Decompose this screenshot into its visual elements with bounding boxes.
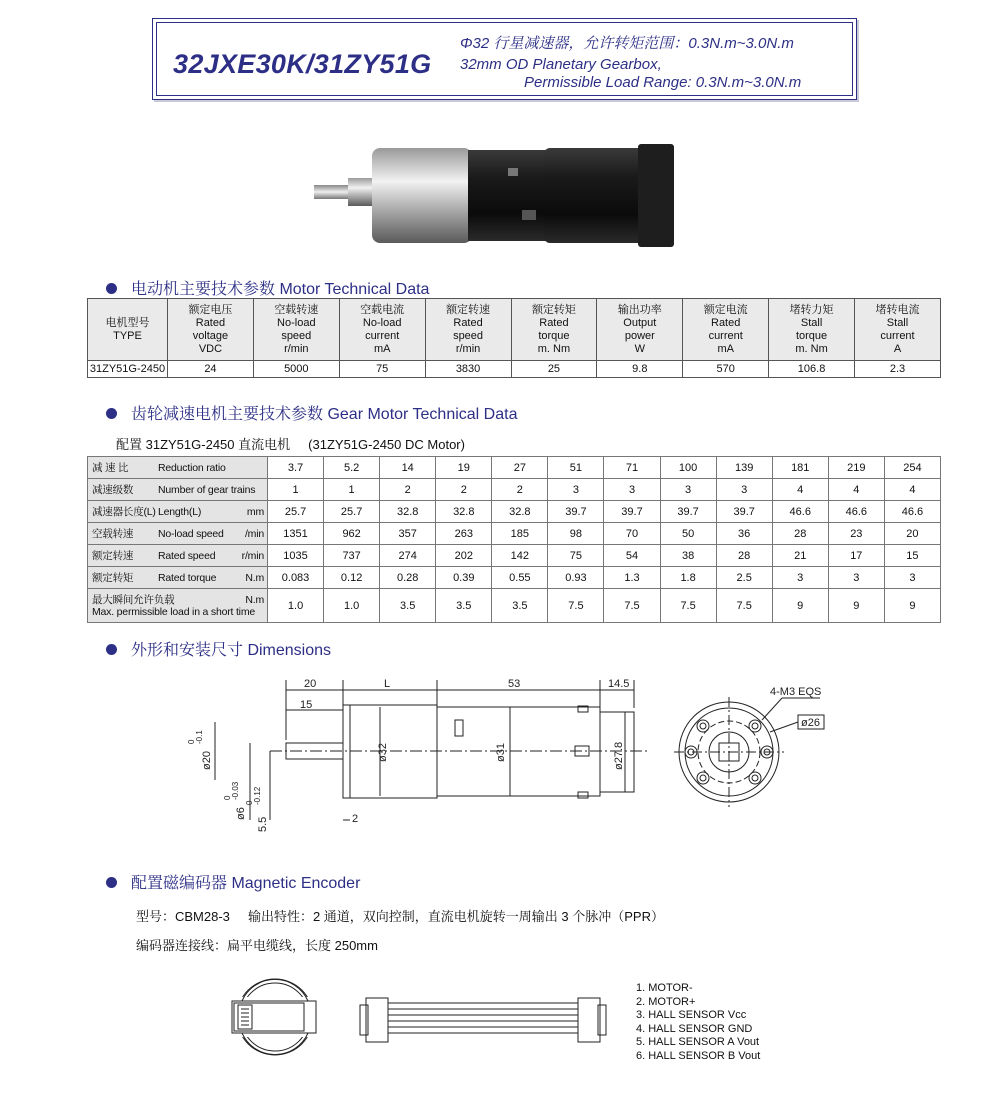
bullet-icon xyxy=(106,877,117,888)
cell: 2.3 xyxy=(855,361,941,378)
header-cell: 额定电压 Rated voltage VDC xyxy=(168,299,254,361)
cell: 19 xyxy=(436,457,492,479)
header-cell: 额定电流 Rated current mA xyxy=(683,299,769,361)
cell: 2 xyxy=(436,479,492,501)
row-label: 空载转速 No-load speed /min xyxy=(88,523,268,545)
cell: 28 xyxy=(716,545,772,567)
cell: 1 xyxy=(324,479,380,501)
cell: 254 xyxy=(884,457,940,479)
title-box-inner xyxy=(156,22,853,96)
list-item: 4. HALL SENSOR GND xyxy=(636,1022,753,1035)
table-row xyxy=(88,479,941,501)
header-cell: 堵转电流 Stall current A xyxy=(855,299,941,361)
cell: 0.93 xyxy=(548,567,604,589)
cell: 0.083 xyxy=(268,567,324,589)
svg-text:L: L xyxy=(384,678,391,690)
cell: 4 xyxy=(772,479,828,501)
cell: 3830 xyxy=(425,361,511,378)
cell: 46.6 xyxy=(884,501,940,523)
svg-text:5.5: 5.5 xyxy=(257,816,269,832)
cell: 139 xyxy=(716,457,772,479)
cell: 0.39 xyxy=(436,567,492,589)
cell: 3 xyxy=(604,479,660,501)
cell: 962 xyxy=(324,523,380,545)
cell: 3.7 xyxy=(268,457,324,479)
product-photo xyxy=(308,140,698,265)
cell: 1.3 xyxy=(604,567,660,589)
table-row xyxy=(88,589,941,623)
cell: 4 xyxy=(884,479,940,501)
cell: 17 xyxy=(828,545,884,567)
title-box xyxy=(152,18,857,100)
list-item: 6. HALL SENSOR B Vout xyxy=(636,1049,761,1062)
cell: 1 xyxy=(268,479,324,501)
cell: 54 xyxy=(604,545,660,567)
bullet-icon xyxy=(106,283,117,294)
cell: 1351 xyxy=(268,523,324,545)
cell: 2 xyxy=(380,479,436,501)
subtitle-en-2: Permissible Load Range: 0.3N.m~3.0N.m xyxy=(524,74,802,91)
cell: 7.5 xyxy=(660,589,716,623)
svg-text:0: 0 xyxy=(187,739,196,744)
svg-text:-0.03: -0.03 xyxy=(231,781,240,800)
row-label: 减速器长度(L) Length(L) mm xyxy=(88,501,268,523)
table-row xyxy=(88,361,941,378)
cell: 32.8 xyxy=(492,501,548,523)
cell: 0.28 xyxy=(380,567,436,589)
cell: 4 xyxy=(828,479,884,501)
motor-table-header xyxy=(88,299,941,361)
cell: 25 xyxy=(511,361,597,378)
cell: 100 xyxy=(660,457,716,479)
encoder-section-title: 配置磁编码器 Magnetic Encoder xyxy=(106,870,360,893)
svg-text:ø32: ø32 xyxy=(377,743,389,762)
cell: 32.8 xyxy=(436,501,492,523)
table-row xyxy=(88,545,941,567)
cell: 357 xyxy=(380,523,436,545)
list-item: 2. MOTOR+ xyxy=(636,995,696,1008)
list-item: 1. MOTOR- xyxy=(636,982,693,994)
cell: 3 xyxy=(548,479,604,501)
header-cell: 输出功率 Output power W xyxy=(597,299,683,361)
row-label: 额定转速 Rated speed r/min xyxy=(88,545,268,567)
table-row xyxy=(88,501,941,523)
cell: 1.0 xyxy=(324,589,380,623)
cell: 31ZY51G-2450 xyxy=(88,361,168,378)
cell: 7.5 xyxy=(548,589,604,623)
table-row xyxy=(88,457,941,479)
cell: 9.8 xyxy=(597,361,683,378)
motor-table xyxy=(87,298,941,378)
cell: 46.6 xyxy=(828,501,884,523)
cell: 3 xyxy=(716,479,772,501)
front-view xyxy=(674,697,824,807)
cell: 23 xyxy=(828,523,884,545)
svg-text:ø20: ø20 xyxy=(201,751,213,770)
header-cell: 空载电流 No-load current mA xyxy=(339,299,425,361)
svg-text:15: 15 xyxy=(300,699,313,711)
cell: 0.12 xyxy=(324,567,380,589)
row-label: 最大瞬间允许负载 N.m Max. permissible load in a short time xyxy=(88,589,268,623)
pin-list xyxy=(636,982,760,1064)
list-item: 5. HALL SENSOR A Vout xyxy=(636,1036,760,1049)
row-label: 减速级数 Number of gear trains xyxy=(88,479,268,501)
cell: 5.2 xyxy=(324,457,380,479)
motor-section-title: 电动机主要技术参数 Motor Technical Data xyxy=(106,276,429,299)
cell: 0.55 xyxy=(492,567,548,589)
cell: 219 xyxy=(828,457,884,479)
cell: 202 xyxy=(436,545,492,567)
cell: 3 xyxy=(828,567,884,589)
svg-text:20: 20 xyxy=(304,678,317,690)
cell: 185 xyxy=(492,523,548,545)
cell: 1.0 xyxy=(268,589,324,623)
row-label: 额定转矩 Rated torque N.m xyxy=(88,567,268,589)
cell: 39.7 xyxy=(604,501,660,523)
encoder-spec-line: 型号：CBM28-3 输出特性：2 通道，双向控制，直流电机旋转一周输出 3 个脉冲（PPR） xyxy=(136,909,664,924)
svg-text:53: 53 xyxy=(508,678,521,690)
cell: 39.7 xyxy=(716,501,772,523)
cell: 98 xyxy=(548,523,604,545)
row-label: 减 速 比 Reduction ratio xyxy=(88,457,268,479)
cell: 9 xyxy=(772,589,828,623)
svg-text:0: 0 xyxy=(245,800,254,805)
table-row xyxy=(88,523,941,545)
side-view xyxy=(215,680,650,820)
cell: 32.8 xyxy=(380,501,436,523)
dimension-labels xyxy=(187,678,629,832)
svg-text:14.5: 14.5 xyxy=(608,678,630,690)
cell: 24 xyxy=(168,361,254,378)
subtitle-cn: Φ32 行星减速器，允许转矩范围：0.3N.m~3.0N.m xyxy=(460,35,794,52)
cell: 142 xyxy=(492,545,548,567)
cell: 36 xyxy=(716,523,772,545)
cell: 2.5 xyxy=(716,567,772,589)
subtitle-en-1: 32mm OD Planetary Gearbox, xyxy=(460,56,662,73)
cell: 15 xyxy=(884,545,940,567)
svg-text:2: 2 xyxy=(352,813,359,825)
header-cell: 堵转力矩 Stall torque m. Nm xyxy=(769,299,855,361)
model-title: 32JXE30K/31ZY51G xyxy=(173,49,432,79)
cell: 51 xyxy=(548,457,604,479)
cell: 181 xyxy=(772,457,828,479)
cell: 50 xyxy=(660,523,716,545)
cell: 3.5 xyxy=(492,589,548,623)
svg-text:-0.12: -0.12 xyxy=(253,786,262,805)
cell: 7.5 xyxy=(604,589,660,623)
cell: 14 xyxy=(380,457,436,479)
svg-text:0: 0 xyxy=(223,795,232,800)
bullet-icon xyxy=(106,408,117,419)
cell: 106.8 xyxy=(769,361,855,378)
svg-text:ø6: ø6 xyxy=(235,807,247,820)
list-item: 3. HALL SENSOR Vcc xyxy=(636,1009,747,1022)
encoder-drawing xyxy=(230,975,630,1060)
cell: 28 xyxy=(772,523,828,545)
svg-text:ø27.8: ø27.8 xyxy=(613,741,625,770)
cell: 39.7 xyxy=(548,501,604,523)
gear-table xyxy=(87,456,941,623)
dimensions-section-title: 外形和安装尺寸 Dimensions xyxy=(106,637,331,660)
cell: 1.8 xyxy=(660,567,716,589)
cell: 3.5 xyxy=(436,589,492,623)
header-cell: 空载转速 No-load speed r/min xyxy=(253,299,339,361)
cell: 2 xyxy=(492,479,548,501)
cell: 75 xyxy=(548,545,604,567)
gear-section-title: 齿轮减速电机主要技术参数 Gear Motor Technical Data xyxy=(106,401,517,424)
cell: 25.7 xyxy=(324,501,380,523)
svg-text:ø31: ø31 xyxy=(495,743,507,762)
cell: 27 xyxy=(492,457,548,479)
cell: 263 xyxy=(436,523,492,545)
svg-text:ø26: ø26 xyxy=(801,717,820,729)
cell: 3.5 xyxy=(380,589,436,623)
cell: 1035 xyxy=(268,545,324,567)
cell: 46.6 xyxy=(772,501,828,523)
cell: 7.5 xyxy=(716,589,772,623)
table-row xyxy=(88,567,941,589)
cell: 274 xyxy=(380,545,436,567)
cell: 21 xyxy=(772,545,828,567)
cell: 9 xyxy=(884,589,940,623)
cell: 39.7 xyxy=(660,501,716,523)
cell: 75 xyxy=(339,361,425,378)
header-cell: 额定转矩 Rated torque m. Nm xyxy=(511,299,597,361)
cell: 20 xyxy=(884,523,940,545)
header-cell: 电机型号 TYPE xyxy=(88,299,168,361)
cell: 737 xyxy=(324,545,380,567)
cell: 9 xyxy=(828,589,884,623)
cell: 38 xyxy=(660,545,716,567)
cell: 3 xyxy=(660,479,716,501)
cell: 3 xyxy=(884,567,940,589)
cell: 570 xyxy=(683,361,769,378)
cell: 25.7 xyxy=(268,501,324,523)
cell: 71 xyxy=(604,457,660,479)
svg-text:-0.1: -0.1 xyxy=(195,730,204,744)
cell: 5000 xyxy=(253,361,339,378)
dimension-drawing xyxy=(180,670,830,840)
svg-text:4-M3 EQS: 4-M3 EQS xyxy=(770,686,822,698)
header-cell: 额定转速 Rated speed r/min xyxy=(425,299,511,361)
cell: 70 xyxy=(604,523,660,545)
gear-config-line: 配置 31ZY51G-2450 直流电机 (31ZY51G-2450 DC Motor) xyxy=(116,437,465,452)
encoder-cable-line: 编码器连接线：扁平电缆线，长度 250mm xyxy=(136,938,378,953)
cell: 3 xyxy=(772,567,828,589)
bullet-icon xyxy=(106,644,117,655)
